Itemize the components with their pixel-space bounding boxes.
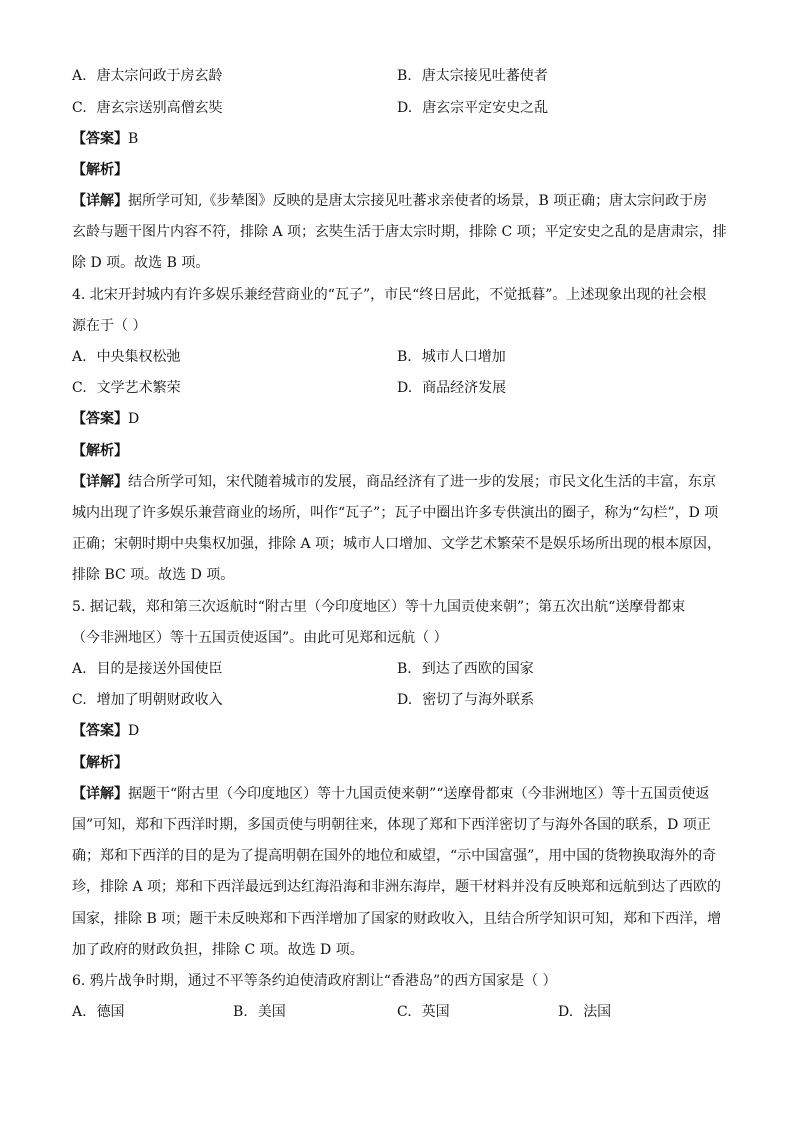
detail-label: 【详解】 — [72, 474, 128, 490]
detail-label: 【详解】 — [72, 193, 128, 209]
q3-option-a — [72, 66, 223, 86]
detail-label: 【详解】 — [72, 786, 128, 802]
q4-detail-line-2: 城内出现了许多娱乐兼营商业的场所，叫作“瓦子”；瓦子中圈出许多专供演出的圈子，称为“勾栏”，D 项 — [72, 505, 719, 521]
q5-detail-line-3: 确；郑和下西洋的目的是为了提高明朝在国外的地位和威望，“示中国富强”，用中国的货物换取海外的奇 — [72, 848, 717, 864]
q5-answer — [72, 721, 722, 741]
option-text: 唐太宗接见吐蕃使者 — [421, 68, 548, 84]
option-letter: A. — [72, 661, 87, 677]
option-text: 文学艺术繁荣 — [96, 380, 181, 396]
q4-option-a — [72, 347, 181, 367]
q5-option-b — [397, 659, 534, 679]
option-letter: D. — [397, 380, 413, 396]
q5-option-d — [397, 690, 534, 710]
option-text: 中央集权松弛 — [96, 349, 181, 365]
option-letter: A. — [72, 1004, 87, 1020]
option-letter: C. — [397, 1004, 412, 1020]
q4-option-d — [397, 378, 506, 398]
q5-stem-line-1: 5. 据记载，郑和第三次返航时“附古里（今印度地区）等十九国贡使来朝”；第五次出航“送摩骨都束 — [72, 599, 686, 615]
option-letter: B. — [397, 661, 412, 677]
q4-option-b — [397, 347, 506, 367]
option-text: 英国 — [421, 1004, 450, 1020]
option-letter: B. — [233, 1004, 248, 1020]
option-letter: C. — [72, 692, 87, 708]
q4-detail-line-4: 排除 BC 项。故选 D 项。 — [72, 567, 235, 583]
option-text: 美国 — [257, 1004, 286, 1020]
q4-detail-line-3: 正确；宋朝时期中央集权加强，排除 A 项；城市人口增加、文学艺术繁荣不是娱乐场所出现的根本原因， — [72, 536, 722, 552]
q5-detail-line-6: 加了政府的财政负担，排除 C 项。故选 D 项。 — [72, 942, 364, 958]
option-text: 城市人口增加 — [421, 349, 506, 365]
option-text: 密切了与海外联系 — [422, 692, 535, 708]
q5-detail-line-1: 【详解】据题干“附古里（今印度地区）等十九国贡使来朝”“送摩骨都束（今非洲地区）等十五国贡使返 — [72, 786, 710, 802]
option-letter: B. — [397, 68, 412, 84]
q5-stem-line-2: （今非洲地区）等十五国贡使返国”。由此可见郑和远航（ ） — [72, 630, 448, 646]
q6-option-c — [397, 1002, 450, 1022]
q5-analysis-heading: 【解析】 — [72, 755, 128, 771]
option-text: 法国 — [583, 1004, 612, 1020]
answer-value: D — [128, 411, 140, 427]
option-text: 到达了西欧的国家 — [421, 661, 534, 677]
q5-detail-line-2: 国”可知，郑和下西洋时期，多国贡使与明朝往来，体现了郑和下西洋密切了与海外各国的联系，D 项正 — [72, 817, 711, 833]
option-text: 目的是接送外国使臣 — [96, 661, 223, 677]
q5-option-c — [72, 690, 223, 710]
answer-value: D — [128, 723, 140, 739]
q4-analysis-heading: 【解析】 — [72, 443, 128, 459]
q6-option-b — [233, 1002, 286, 1022]
option-text: 商品经济发展 — [422, 380, 507, 396]
option-letter: A. — [72, 349, 87, 365]
q6-option-a — [72, 1002, 125, 1022]
answer-value: B — [128, 131, 139, 147]
option-letter: B. — [397, 349, 412, 365]
q5-option-a — [72, 659, 223, 679]
q4-detail-line-1: 【详解】结合所学可知，宋代随着城市的发展，商品经济有了进一步的发展；市民文化生活的丰富，东京 — [72, 474, 716, 490]
option-text: 唐玄宗平定安史之乱 — [422, 100, 549, 116]
option-letter: D. — [397, 100, 413, 116]
q3-option-b — [397, 66, 548, 86]
q5-detail-line-5: 国家，排除 B 项；题干未反映郑和下西洋增加了国家的财政收入，且结合所学知识可知，郑和下西洋，增 — [72, 911, 722, 927]
option-letter: D. — [397, 692, 413, 708]
option-letter: D. — [558, 1004, 574, 1020]
q4-stem-line-2: 源在于（ ） — [72, 318, 147, 334]
option-text: 唐太宗问政于房玄龄 — [96, 68, 223, 84]
q6-option-d — [558, 1002, 611, 1022]
option-text: 唐玄宗送别高僧玄奘 — [96, 100, 223, 116]
option-text: 增加了明朝财政收入 — [96, 692, 223, 708]
q3-answer — [72, 129, 722, 149]
option-text: 德国 — [96, 1004, 125, 1020]
answer-label: 【答案】 — [72, 411, 128, 427]
q4-stem-line-1: 4. 北宋开封城内有许多娱乐兼经营商业的“瓦子”，市民“终日居此，不觉抵暮”。上述现象出现的社会根 — [72, 287, 707, 303]
q4-option-c — [72, 378, 181, 398]
answer-label: 【答案】 — [72, 131, 128, 147]
q3-analysis-heading: 【解析】 — [72, 162, 128, 178]
answer-label: 【答案】 — [72, 723, 128, 739]
option-letter: C. — [72, 380, 87, 396]
q3-detail-line-2: 玄龄与题干图片内容不符，排除 A 项；玄奘生活于唐太宗时期，排除 C 项；平定安史之乱的是唐肃宗，排 — [72, 224, 727, 240]
option-letter: A. — [72, 68, 87, 84]
q6-stem: 6. 鸦片战争时期，通过不平等条约迫使清政府割让“香港岛”的西方国家是（ ） — [72, 973, 557, 989]
q4-answer — [72, 409, 722, 429]
q3-option-d — [397, 98, 548, 118]
q3-detail-line-1: 【详解】据所学可知,《步辇图》反映的是唐太宗接见吐蕃求亲使者的场景，B 项正确；唐太宗问政于房 — [72, 193, 708, 209]
q3-detail-line-3: 除 D 项。故选 B 项。 — [72, 255, 210, 271]
option-letter: C. — [72, 100, 87, 116]
q5-detail-line-4: 珍，排除 A 项；郑和下西洋最远到达红海沿海和非洲东海岸，题干材料并没有反映郑和远航到达了西欧的 — [72, 879, 722, 895]
q3-option-c — [72, 98, 223, 118]
